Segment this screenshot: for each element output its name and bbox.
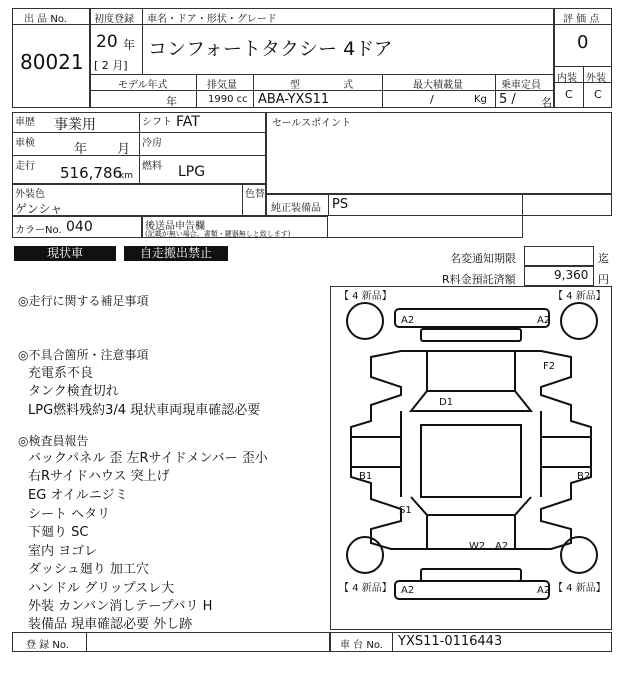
name-change-field [524,246,594,266]
driving-heading: ◎走行に関する補足事項 [18,294,149,308]
inspector-line: バックパネル 歪 左Rサイドメンバー 歪小 [28,451,268,466]
capacity-value: 5 / [499,92,516,107]
badge-current-condition: 現状車 [14,246,116,261]
first-registration-label: 初度登録 [94,14,134,25]
interior-label: 内装 [557,73,577,84]
mark-a2-front-right: A2 [537,315,551,326]
inspection-value: 年 月 [74,142,131,157]
model-value: ABA-YXS11 [258,92,330,107]
max-load-label: 最大積載量 [413,80,463,91]
front-bumper [395,309,549,327]
history-label: 車歴 [15,117,35,128]
lot-number-label: 出 品 No. [24,14,67,25]
tire-rear-right-icon [561,537,597,573]
capacity-unit: 名 [541,96,552,109]
car-damage-diagram [330,286,612,630]
recycle-unit: 円 [598,273,609,286]
post-docs-label: 後送品申告欄 [145,221,205,232]
first-registration-year: 20 [96,32,118,52]
shift-label: シフト [142,117,172,128]
tire-front-right-icon [561,303,597,339]
evaluation-score: 0 [577,32,589,53]
mark-a2-rear-right: A2 [537,585,551,596]
mark-a2-rear-left: A2 [401,585,415,596]
max-load-unit: Kg [474,94,487,105]
inspector-line: 室内 ヨゴレ [28,544,98,559]
inspector-heading: ◎検査員報告 [18,434,89,448]
model-year-value: 年 [166,95,177,108]
mark-f2: F2 [543,361,556,372]
first-registration-month: [ 2 月] [94,59,128,72]
car-name: コンフォートタクシー 4ドア [148,38,393,60]
mark-b2: B2 [577,471,591,482]
chassis-number-value: YXS11-0116443 [398,634,503,649]
defect-line: LPG燃料残約3/4 現状車両現車確認必要 [28,403,261,418]
mark-d1: D1 [439,397,454,408]
exterior-grade: C [594,88,602,101]
defect-line: 充電系不良 [28,366,94,381]
inspector-line: 装備品 現車確認必要 外し跡 [28,617,193,632]
tire-bl-label: 【 4 新品】 [339,583,392,594]
exterior-label: 外装 [586,73,606,84]
evaluation-label: 評 価 点 [563,14,600,25]
inspection-label: 車検 [15,138,35,149]
displacement-value: 1990 cc [208,94,248,105]
name-change-label: 名変通知期限 [450,252,516,265]
model-label: 型 式 [290,80,354,91]
recycle-value: 9,360 [554,268,589,282]
lot-number: 80021 [20,50,84,74]
tire-rear-left-icon [347,537,383,573]
max-load-slash: / [430,93,434,106]
rear-bumper [395,581,549,599]
interior-grade: C [565,88,573,101]
tire-tl-label: 【 4 新品】 [339,291,392,302]
inspector-line: ダッシュ廻り 加工穴 [28,562,149,577]
mileage-unit: km [119,171,133,181]
inspector-line: ハンドル グリップスレ大 [28,581,175,596]
shift-value: FAT [176,114,200,130]
tire-front-left-icon [347,303,383,339]
car-outline-svg [331,287,611,629]
defects-heading: ◎不具合箇所・注意事項 [18,348,149,362]
color-label: 外装色 [15,189,45,200]
aircon-label: 冷房 [142,138,162,149]
capacity-label: 乗車定員 [501,80,541,91]
mark-s1: S1 [399,505,412,516]
color-change-label: 色替 [245,189,265,200]
inspector-line: 外装 カンバン消しテープバリ H [28,599,213,614]
year-unit: 年 [123,38,136,52]
defect-line: タンク検査切れ [28,384,119,399]
tire-br-label: 【 4 新品】 [553,583,606,594]
mark-b1: B1 [359,471,373,482]
car-name-label: 車名・ドア・形状・グレード [147,14,277,25]
mileage-label: 走行 [15,161,35,172]
badge-no-self-drive: 自走搬出禁止 [124,246,228,261]
color-number-value: 040 [66,219,93,235]
mark-w2: W2 [469,541,486,552]
inspector-line: 右Rサイドハウス 突上げ [28,469,170,484]
color-value: ゲンシャ [15,202,63,216]
displacement-label: 排気量 [207,80,237,91]
inspector-line: EG オイルニジミ [28,488,128,503]
sales-point-label: セールスポイント [272,118,352,129]
tire-tr-label: 【 4 新品】 [553,291,606,302]
car-body-outline [351,351,591,549]
model-year-label: モデル年式 [118,80,168,91]
inspector-line: シート ヘタリ [28,507,111,522]
mark-a2-rear-center: A2 [495,541,509,552]
name-change-unit: 迄 [598,252,609,265]
registration-number-label: 登 録 No. [26,640,69,651]
recycle-label: R料金預託済額 [442,273,516,286]
history-value: 事業用 [54,117,96,133]
color-number-label: カラーNo. [15,225,62,236]
mileage-value: 516,786 [60,164,123,182]
mark-a2-front-left: A2 [401,315,415,326]
post-docs-note: (記載が無い場合、書類・鍵器無しと致します) [145,230,291,238]
inspector-line: 下廻り SC [28,525,89,540]
equipment-value: PS [332,197,349,212]
fuel-label: 燃料 [142,161,162,172]
fuel-value: LPG [178,164,206,180]
chassis-number-label: 車 台 No. [340,640,383,651]
equipment-label: 純正装備品 [271,203,321,214]
